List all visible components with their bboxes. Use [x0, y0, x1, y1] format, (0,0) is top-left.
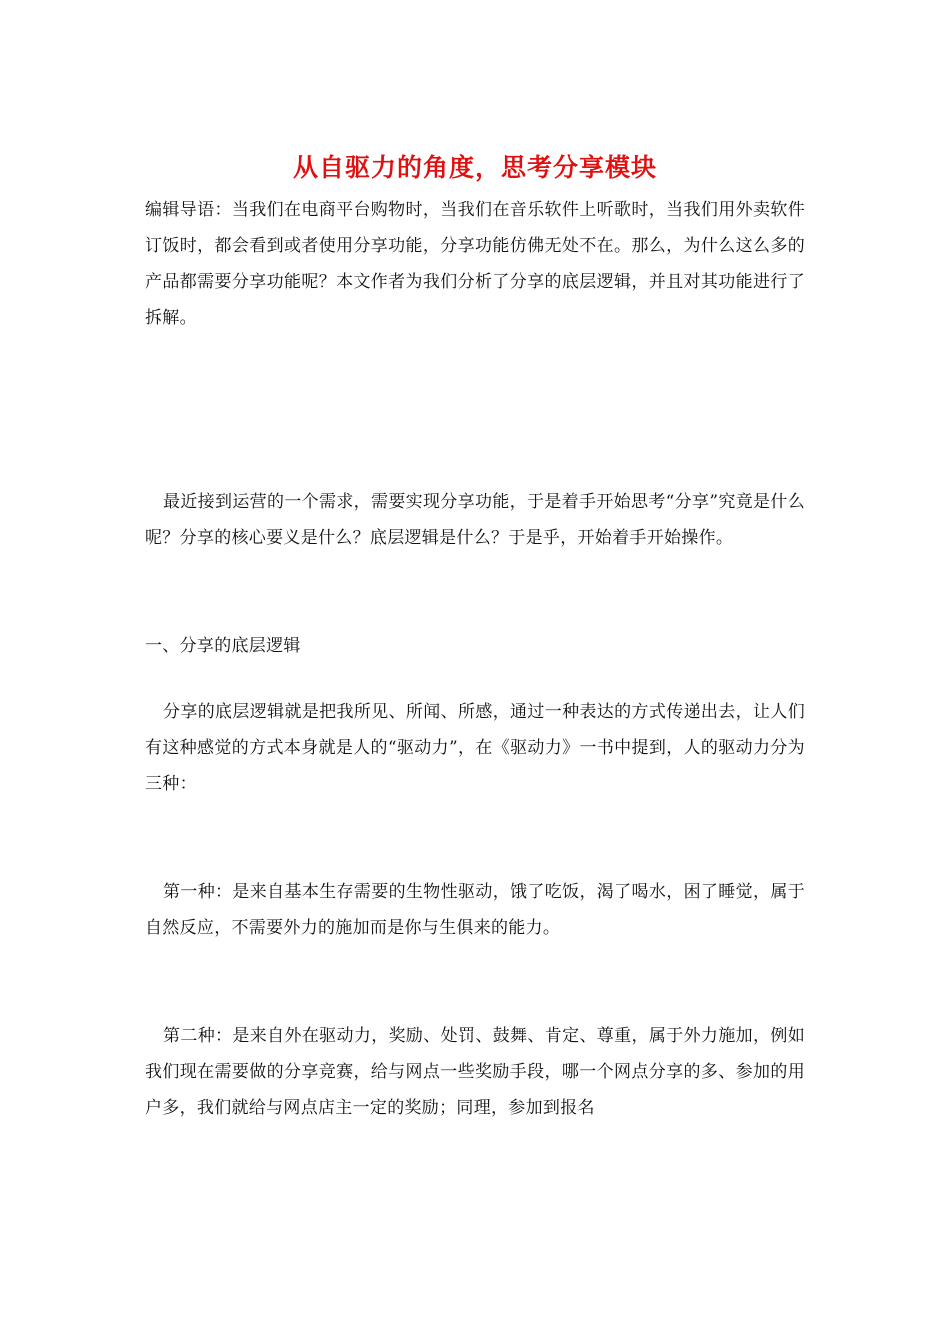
- editor-intro: 编辑导语：当我们在电商平台购物时，当我们在音乐软件上听歌时，当我们用外卖软件订饭时，都会看到或者使用分享功能，分享功能仿佛无处不在。那么，为什么这么多的产品都需要分享功能呢？本文作者为我们分析了分享的底层逻辑，并且对其功能进行了拆解。: [145, 200, 805, 328]
- spacer: [145, 664, 805, 694]
- spacer: [145, 556, 805, 628]
- spacer: [145, 336, 805, 484]
- paragraph-second-drive: 第二种：是来自外在驱动力，奖励、处罚、鼓舞、肯定、尊重，属于外力施加，例如我们现在需要做的分享竞赛，给与网点一些奖励手段，哪一个网点分享的多、参加的用户多，我们就给与网点店主一定的奖励；同理，参加到报名: [145, 1026, 805, 1118]
- paragraph-underlying-logic: 分享的底层逻辑就是把我所见、所闻、所感，通过一种表达的方式传递出去，让人们有这种感觉的方式本身就是人的“驱动力”，在《驱动力》一书中提到，人的驱动力分为三种：: [145, 702, 805, 794]
- document-page: [145, 150, 805, 1126]
- document-title: 从自驱力的角度，思考分享模块: [292, 153, 657, 182]
- spacer: [145, 802, 805, 874]
- paragraph-first-drive: 第一种：是来自基本生存需要的生物性驱动，饿了吃饭，渴了喝水，困了睡觉，属于自然反应，不需要外力的施加而是你与生俱来的能力。: [145, 882, 805, 938]
- paragraph-recent-request: 最近接到运营的一个需求，需要实现分享功能，于是着手开始思考“分享”究竟是什么呢？分享的核心要义是什么？底层逻辑是什么？于是乎，开始着手开始操作。: [145, 492, 805, 548]
- section-heading-1: 一、分享的底层逻辑: [145, 636, 301, 656]
- spacer: [145, 946, 805, 1018]
